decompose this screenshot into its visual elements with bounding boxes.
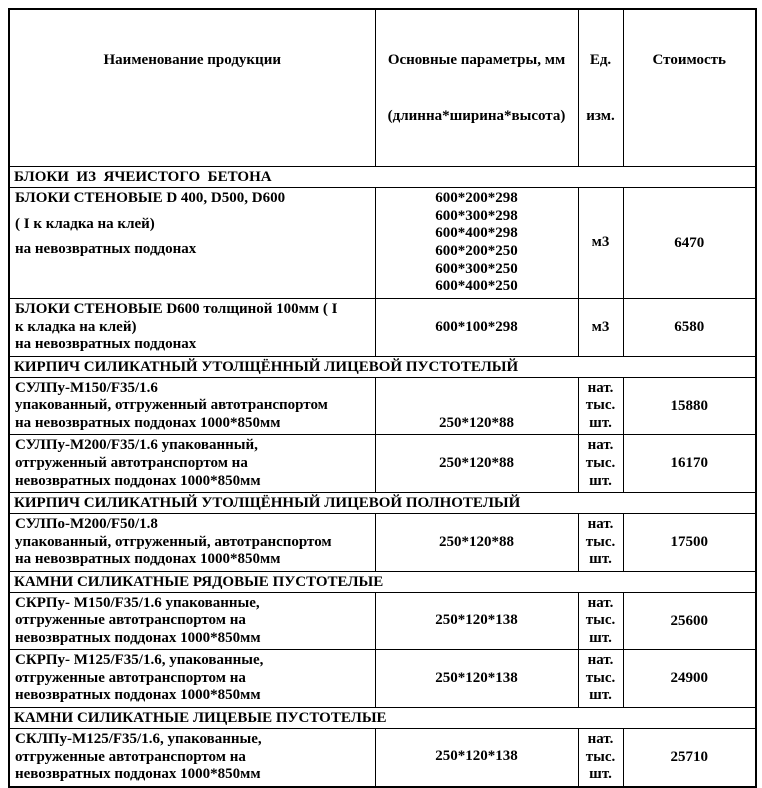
product-name-line: СУЛПу-М150/F35/1.6: [15, 379, 158, 396]
product-name-line: на невозвратных поддонах: [15, 336, 197, 353]
col-header-unit-line2: изм.: [586, 107, 615, 124]
section-row: [9, 493, 756, 514]
unit-line: нат.: [587, 437, 614, 454]
product-name-line: на невозвратных поддонах: [15, 241, 197, 258]
unit-cell: [578, 299, 623, 357]
unit-line: шт.: [589, 687, 612, 704]
params-cell: [375, 299, 578, 357]
cost-cell: 15880: [623, 377, 756, 435]
unit-line: нат.: [587, 516, 614, 533]
product-name-line: упакованный, отгруженный автотранспортом: [15, 397, 328, 414]
unit-line: м3: [591, 234, 610, 251]
unit-line: тыс.: [585, 533, 616, 550]
param-line: 600*200*250: [435, 243, 518, 260]
section-row: [9, 571, 756, 592]
section-row: [9, 167, 756, 188]
product-name-cell: [9, 188, 375, 299]
params-cell: [375, 377, 578, 435]
param-line: 600*400*250: [435, 278, 518, 295]
product-name-cell: [9, 514, 375, 572]
product-name-cell: [9, 435, 375, 493]
param-line: 600*100*298: [435, 318, 518, 335]
section-title: КИРПИЧ СИЛИКАТНЫЙ УТОЛЩЁННЫЙ ЛИЦЕВОЙ ПОЛНОТЕЛЫЙ: [9, 493, 756, 514]
params-cell: [375, 435, 578, 493]
col-header-cost-label: Стоимость: [652, 51, 726, 68]
unit-line: шт.: [589, 551, 612, 568]
unit-line: тыс.: [585, 669, 616, 686]
cost-cell: 25710: [623, 728, 756, 786]
section-title: КИРПИЧ СИЛИКАТНЫЙ УТОЛЩЁННЫЙ ЛИЦЕВОЙ ПУСТОТЕЛЫЙ: [9, 356, 756, 377]
col-header-params-line2: (длинна*ширина*высота): [387, 107, 566, 124]
unit-cell: [578, 592, 623, 650]
param-line: 250*120*88: [439, 454, 514, 471]
param-line: 250*120*88: [439, 533, 514, 550]
cost-cell: 25600: [623, 592, 756, 650]
unit-line: тыс.: [585, 748, 616, 765]
product-name-line: СКЛПу-М125/F35/1.6, упакованные,: [15, 730, 262, 747]
section-title: КАМНИ СИЛИКАТНЫЕ ЛИЦЕВЫЕ ПУСТОТЕЛЫЕ: [9, 707, 756, 728]
product-row: [9, 299, 756, 357]
unit-cell: [578, 377, 623, 435]
params-cell: [375, 592, 578, 650]
cost-cell: 17500: [623, 514, 756, 572]
price-table: [8, 8, 757, 788]
product-name-cell: [9, 377, 375, 435]
unit-cell: [578, 435, 623, 493]
product-row: [9, 514, 756, 572]
product-name-line: невозвратных поддонах 1000*850мм: [15, 472, 261, 489]
unit-line: тыс.: [585, 454, 616, 471]
product-name-line: к кладка на клей): [15, 318, 137, 335]
col-header-params: [375, 9, 578, 167]
product-name-line: СУЛПо-М200/F50/1.8: [15, 516, 158, 533]
product-name-cell: [9, 299, 375, 357]
product-name-line: отгруженные автотранспортом на: [15, 612, 246, 629]
section-title: КАМНИ СИЛИКАТНЫЕ РЯДОВЫЕ ПУСТОТЕЛЫЕ: [9, 571, 756, 592]
product-name-cell: [9, 728, 375, 786]
param-line: 600*400*298: [435, 225, 518, 242]
product-name-cell: [9, 592, 375, 650]
unit-line: шт.: [589, 629, 612, 646]
unit-line: тыс.: [585, 612, 616, 629]
product-row: [9, 188, 756, 299]
product-name-line: на невозвратных поддонах 1000*850мм: [15, 414, 281, 431]
param-line: 600*200*298: [435, 190, 518, 206]
unit-line: нат.: [587, 379, 614, 396]
cost-cell: 16170: [623, 435, 756, 493]
col-header-name: [9, 9, 375, 167]
product-name-line: невозвратных поддонах 1000*850мм: [15, 766, 261, 783]
product-name-line: отгруженный автотранспортом на: [15, 454, 248, 471]
product-name-line: БЛОКИ СТЕНОВЫЕ D 400, D500, D600: [15, 190, 286, 206]
product-name-line: отгруженные автотранспортом на: [15, 669, 246, 686]
unit-cell: [578, 650, 623, 708]
param-line: 250*120*88: [439, 414, 514, 431]
param-line: 250*120*138: [435, 612, 518, 629]
unit-cell: [578, 188, 623, 299]
unit-line: шт.: [589, 414, 612, 431]
col-header-params-line1: Основные параметры, мм: [387, 51, 566, 68]
params-cell: [375, 188, 578, 299]
product-name-line: СУЛПу-М200/F35/1.6 упакованный,: [15, 437, 258, 454]
unit-line: м3: [591, 318, 610, 335]
section-row: [9, 707, 756, 728]
param-line: 600*300*298: [435, 207, 518, 224]
params-cell: [375, 728, 578, 786]
unit-line: шт.: [589, 472, 612, 489]
product-row: [9, 728, 756, 786]
param-line: 250*120*138: [435, 669, 518, 686]
col-header-cost: [623, 9, 756, 167]
unit-line: тыс.: [585, 397, 616, 414]
col-header-unit: [578, 9, 623, 167]
product-row: [9, 650, 756, 708]
product-row: [9, 592, 756, 650]
unit-line: нат.: [587, 730, 614, 747]
unit-line: нат.: [587, 652, 614, 669]
product-name-cell: [9, 650, 375, 708]
cost-cell: 6580: [623, 299, 756, 357]
unit-cell: [578, 514, 623, 572]
params-cell: [375, 650, 578, 708]
col-header-unit-line1: Ед.: [589, 51, 612, 68]
cost-cell: 24900: [623, 650, 756, 708]
product-row: [9, 435, 756, 493]
product-name-line: ( I к кладка на клей): [15, 215, 155, 232]
product-name-line: невозвратных поддонах 1000*850мм: [15, 629, 261, 646]
param-line: 250*120*138: [435, 748, 518, 765]
section-row: [9, 356, 756, 377]
cost-cell: 6470: [623, 188, 756, 299]
product-name-line: отгруженные автотранспортом на: [15, 748, 246, 765]
section-title: БЛОКИ ИЗ ЯЧЕИСТОГО БЕТОНА: [9, 167, 756, 188]
product-name-line: БЛОКИ СТЕНОВЫЕ D600 толщиной 100мм ( I: [15, 301, 338, 318]
product-name-line: СКРПу- М150/F35/1.6 упакованные,: [15, 594, 260, 611]
params-cell: [375, 514, 578, 572]
param-line: 600*300*250: [435, 260, 518, 277]
product-name-line: упакованный, отгруженный, автотранспортом: [15, 533, 332, 550]
unit-line: шт.: [589, 766, 612, 783]
product-name-line: СКРПу- М125/F35/1.6, упакованные,: [15, 652, 264, 669]
col-header-name-label: Наименование продукции: [103, 51, 281, 68]
product-name-line: невозвратных поддонах 1000*850мм: [15, 687, 261, 704]
product-name-line: на невозвратных поддонах 1000*850мм: [15, 551, 281, 568]
unit-line: нат.: [587, 594, 614, 611]
unit-cell: [578, 728, 623, 786]
product-row: [9, 377, 756, 435]
table-header-row: [9, 9, 756, 167]
